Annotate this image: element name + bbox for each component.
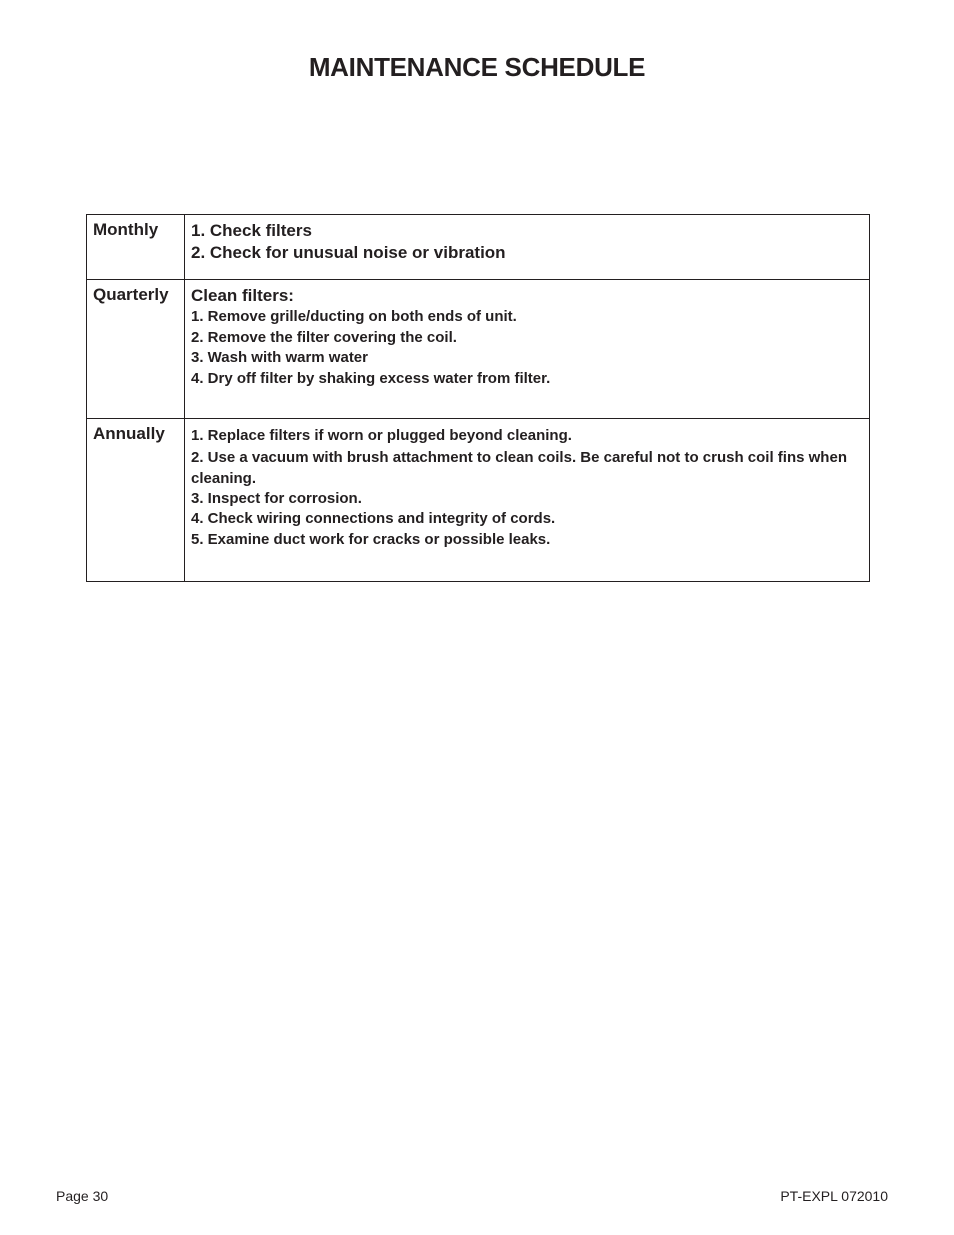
period-label: Annually: [87, 419, 185, 582]
table-row: [87, 419, 870, 582]
list-item: 1. Remove grille/ducting on both ends of unit.: [191, 308, 517, 325]
table-row: [87, 215, 870, 280]
maintenance-schedule-table: [86, 214, 870, 582]
table-row: [87, 280, 870, 419]
list-item: 1. Check filters: [191, 221, 312, 240]
list-item: 2. Use a vacuum with brush attachment to clean coils. Be careful not to crush coil fins when cleaning.: [191, 448, 847, 487]
list-item: 5. Examine duct work for cracks or possible leaks.: [191, 530, 551, 548]
task-list: [185, 280, 870, 419]
document-code: PT-EXPL 072010: [780, 1188, 888, 1204]
list-item: 1. Replace filters if worn or plugged beyond cleaning.: [191, 427, 572, 444]
period-label: Monthly: [87, 215, 185, 280]
list-item: 3. Inspect for corrosion.: [191, 489, 362, 507]
task-heading: Clean filters:: [191, 286, 294, 305]
task-list: [185, 419, 870, 582]
page-title: MAINTENANCE SCHEDULE: [308, 52, 646, 82]
page-number: Page 30: [56, 1188, 109, 1204]
list-item: 2. Check for unusual noise or vibration: [191, 243, 506, 262]
list-item: 4. Check wiring connections and integrity of cords.: [191, 510, 556, 527]
period-label: Quarterly: [87, 280, 185, 419]
task-list: [185, 215, 870, 280]
list-item: 4. Dry off filter by shaking excess water from filter.: [191, 369, 551, 387]
list-item: 2. Remove the filter covering the coil.: [191, 328, 457, 346]
list-item: 3. Wash with warm water: [191, 349, 368, 366]
